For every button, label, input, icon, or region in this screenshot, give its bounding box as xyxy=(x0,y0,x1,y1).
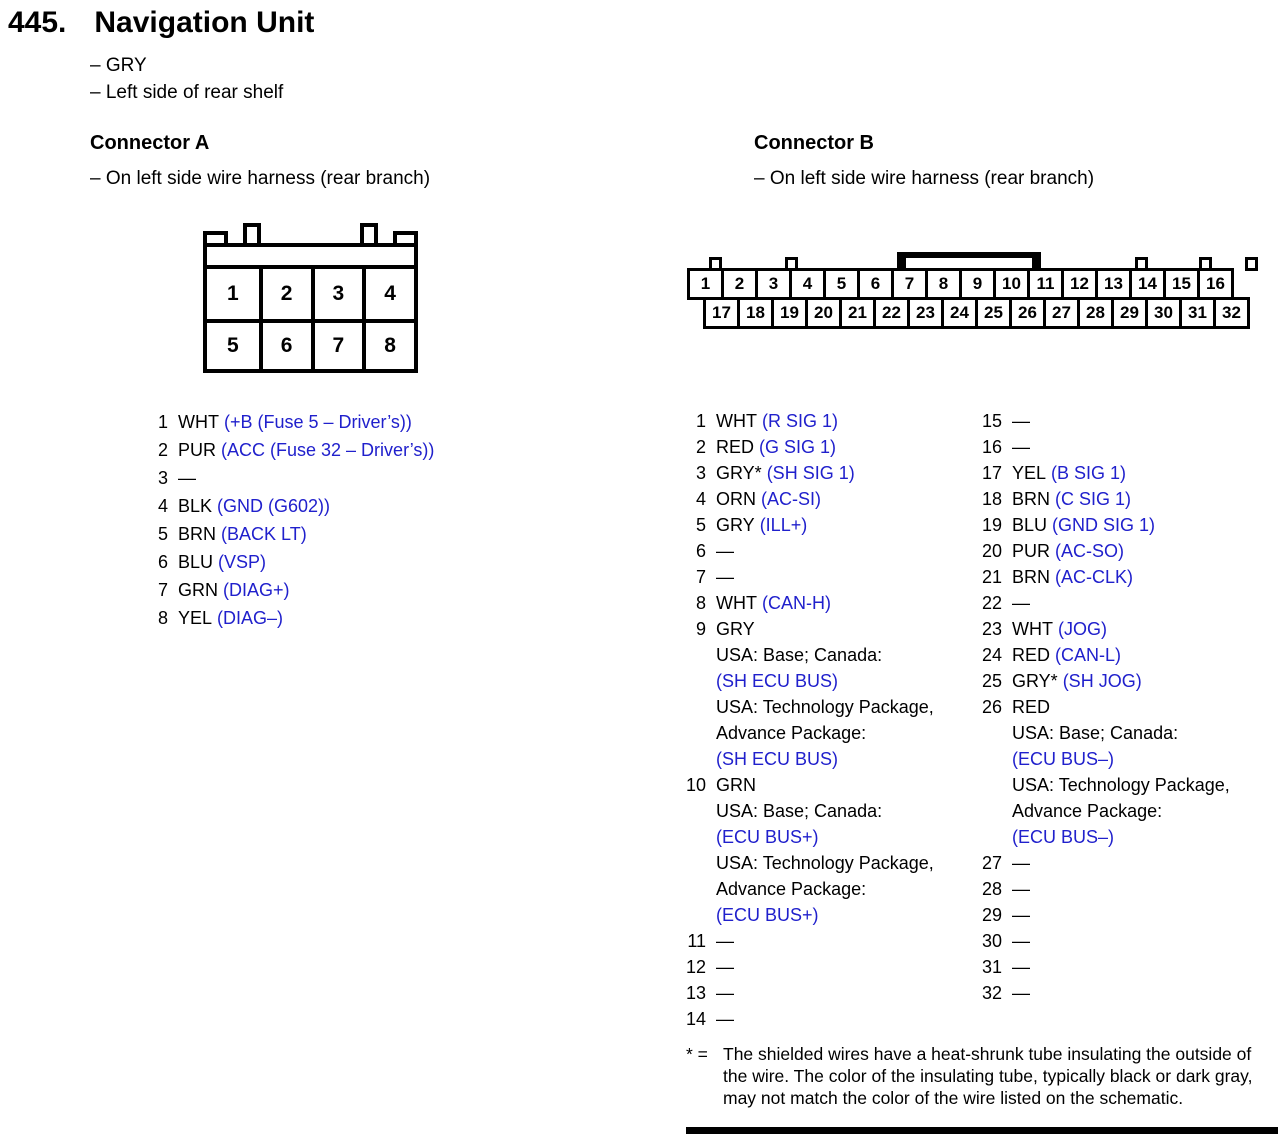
signal-name: (R SIG 1) xyxy=(756,411,838,431)
pin-number: 10 xyxy=(685,775,706,795)
wire-color: PUR xyxy=(1012,541,1051,561)
pin-cavity: 2 xyxy=(721,268,758,300)
pin-number: 2 xyxy=(695,437,706,457)
connector-a-heading: Connector A xyxy=(90,132,210,154)
pin-number: 4 xyxy=(695,489,706,509)
pin-number: 8 xyxy=(157,608,168,628)
pin-number: 18 xyxy=(981,489,1002,509)
pin-number: 1 xyxy=(695,411,706,431)
pin-number: 19 xyxy=(981,515,1002,535)
note-line: – GRY xyxy=(90,55,147,76)
pin-detail xyxy=(1012,538,1264,564)
pin-number: 17 xyxy=(981,463,1002,483)
signal-name: (AC-SI) xyxy=(756,489,821,509)
pin-row xyxy=(138,436,498,464)
pin-cavity: 31 xyxy=(1179,297,1216,329)
pin-detail xyxy=(1012,434,1264,460)
connector-a-pin-list xyxy=(138,408,498,632)
connector-b-diagram xyxy=(687,252,1272,347)
wire-color: BLU xyxy=(1012,515,1048,535)
pin-number: 4 xyxy=(157,496,168,516)
signal-name: (GND SIG 1) xyxy=(1047,515,1156,535)
connector-b-row-bottom xyxy=(703,297,1250,329)
pin-row xyxy=(964,460,1264,486)
pin-cavity: 21 xyxy=(839,297,876,329)
pin-cavity: 29 xyxy=(1111,297,1148,329)
wire-color: — xyxy=(1012,931,1030,951)
note-line: – Left side of rear shelf xyxy=(90,82,284,103)
pin-cavity: 7 xyxy=(891,268,928,300)
pin-row xyxy=(672,954,972,980)
pin-cavity: 4 xyxy=(789,268,826,300)
footnote xyxy=(686,1043,1266,1109)
pin-row xyxy=(964,876,1264,902)
wire-color: GRN xyxy=(178,580,218,600)
pin-cavity: 24 xyxy=(941,297,978,329)
pin-detail xyxy=(1012,694,1264,850)
pin-number: 12 xyxy=(685,957,706,977)
wire-color: RED xyxy=(1012,645,1051,665)
signal-name: (SH SIG 1) xyxy=(761,463,855,483)
wire-color: — xyxy=(1012,879,1030,899)
pin-detail xyxy=(716,460,972,486)
wire-color: — xyxy=(1012,983,1030,1003)
pin-cavity: 16 xyxy=(1197,268,1234,300)
pin-row xyxy=(964,902,1264,928)
pin-number: 29 xyxy=(981,905,1002,925)
signal-name: (GND (G602)) xyxy=(212,496,331,516)
signal-name: (JOG) xyxy=(1052,619,1107,639)
wire-color: — xyxy=(716,957,734,977)
wire-color: YEL xyxy=(1012,463,1047,483)
pin-row xyxy=(672,980,972,1006)
signal-name: (VSP) xyxy=(213,552,267,572)
pin-detail xyxy=(1012,850,1264,876)
wire-color: — xyxy=(1012,411,1030,431)
wire-color: BLU xyxy=(178,552,214,572)
pin-number: 13 xyxy=(685,983,706,1003)
pin-detail xyxy=(1012,902,1264,928)
pin-number: 5 xyxy=(695,515,706,535)
pin-number: 21 xyxy=(981,567,1002,587)
pin-detail xyxy=(1012,460,1264,486)
pin-row xyxy=(672,512,972,538)
pin-row xyxy=(138,548,498,576)
pin-number: 8 xyxy=(695,593,706,613)
wire-color: RED xyxy=(1012,697,1051,717)
pin-number: 6 xyxy=(157,552,168,572)
variant-note: USA: Base; Canada: xyxy=(716,801,883,821)
pin-row xyxy=(138,520,498,548)
pin-detail xyxy=(716,928,972,954)
pin-cavity: 2 xyxy=(259,269,311,319)
pin-detail xyxy=(178,604,498,632)
signal-name: (B SIG 1) xyxy=(1046,463,1127,483)
signal-name: (ECU BUS+) xyxy=(716,905,819,925)
connector-b-heading: Connector B xyxy=(754,132,874,154)
pin-number: 24 xyxy=(981,645,1002,665)
pin-number: 31 xyxy=(981,957,1002,977)
pin-cavity: 26 xyxy=(1009,297,1046,329)
pin-detail xyxy=(178,464,498,492)
pin-number: 1 xyxy=(157,412,168,432)
pin-row xyxy=(672,460,972,486)
pin-detail xyxy=(716,616,972,772)
pin-row xyxy=(964,512,1264,538)
variant-note: Advance Package: xyxy=(716,723,867,743)
pin-cavity: 13 xyxy=(1095,268,1132,300)
pin-number: 28 xyxy=(981,879,1002,899)
pin-row xyxy=(672,486,972,512)
pin-row xyxy=(964,980,1264,1006)
pin-number: 2 xyxy=(157,440,168,460)
pin-detail xyxy=(716,564,972,590)
connector-lock-lever xyxy=(897,252,1041,258)
section-number: 445. xyxy=(8,6,67,39)
connector-a-subheading: – On left side wire harness (rear branch) xyxy=(90,168,431,189)
pin-row xyxy=(672,590,972,616)
wire-color: WHT xyxy=(716,593,757,613)
connector-tab xyxy=(1245,257,1258,271)
unit-notes xyxy=(90,52,283,106)
pin-row xyxy=(964,850,1264,876)
pin-number: 11 xyxy=(687,931,706,951)
pin-cavity: 4 xyxy=(362,269,414,319)
pin-detail xyxy=(1012,616,1264,642)
variant-note: Advance Package: xyxy=(716,879,867,899)
pin-detail xyxy=(716,434,972,460)
pin-detail xyxy=(1012,876,1264,902)
signal-name: (DIAG–) xyxy=(212,608,284,628)
pin-detail xyxy=(716,772,972,928)
wire-color: — xyxy=(178,468,196,488)
pin-cavity: 12 xyxy=(1061,268,1098,300)
wire-color: — xyxy=(716,1009,734,1029)
wire-color: — xyxy=(716,983,734,1003)
pin-row xyxy=(964,564,1264,590)
pin-detail xyxy=(716,590,972,616)
wire-color: GRY* xyxy=(716,463,762,483)
pin-detail xyxy=(716,408,972,434)
pin-detail xyxy=(1012,512,1264,538)
pin-number: 30 xyxy=(981,931,1002,951)
footnote-marker: * = xyxy=(686,1044,708,1064)
signal-name: (CAN-L) xyxy=(1050,645,1122,665)
pin-row xyxy=(138,604,498,632)
pin-number: 14 xyxy=(685,1009,706,1029)
signal-name: (G SIG 1) xyxy=(754,437,837,457)
signal-name: (ECU BUS–) xyxy=(1012,749,1115,769)
variant-note: USA: Technology Package, xyxy=(1012,775,1230,795)
pin-cavity: 15 xyxy=(1163,268,1200,300)
wire-color: — xyxy=(1012,905,1030,925)
pin-cavity: 6 xyxy=(857,268,894,300)
pin-row xyxy=(138,408,498,436)
pin-number: 15 xyxy=(981,411,1002,431)
pin-detail xyxy=(1012,642,1264,668)
connector-b-pin-list-right xyxy=(964,408,1264,1006)
pin-detail xyxy=(178,408,498,436)
pin-detail xyxy=(1012,590,1264,616)
pin-row xyxy=(138,464,498,492)
pin-cavity: 11 xyxy=(1027,268,1064,300)
connector-a-grid xyxy=(207,265,414,369)
pin-detail xyxy=(1012,928,1264,954)
pin-number: 16 xyxy=(981,437,1002,457)
wire-color: — xyxy=(1012,853,1030,873)
pin-number: 26 xyxy=(981,697,1002,717)
pin-detail xyxy=(716,954,972,980)
pin-row xyxy=(964,434,1264,460)
wire-color: GRY xyxy=(716,619,755,639)
pin-cavity: 30 xyxy=(1145,297,1182,329)
connector-b-row-top xyxy=(687,268,1234,300)
pin-detail xyxy=(178,576,498,604)
pin-cavity: 5 xyxy=(207,319,259,369)
pin-detail xyxy=(716,980,972,1006)
wire-color: BRN xyxy=(1012,489,1051,509)
pin-cavity: 14 xyxy=(1129,268,1166,300)
pin-cavity: 9 xyxy=(959,268,996,300)
wire-color: BRN xyxy=(178,524,217,544)
pin-detail xyxy=(1012,668,1264,694)
wire-color: PUR xyxy=(178,440,217,460)
wire-color: WHT xyxy=(178,412,219,432)
pin-row xyxy=(964,668,1264,694)
pin-number: 22 xyxy=(981,593,1002,613)
variant-note: Advance Package: xyxy=(1012,801,1163,821)
variant-note: USA: Base; Canada: xyxy=(1012,723,1179,743)
pin-cavity: 17 xyxy=(703,297,740,329)
wire-color: — xyxy=(1012,593,1030,613)
signal-name: (+B (Fuse 5 – Driver’s)) xyxy=(218,412,412,432)
wire-color: — xyxy=(716,931,734,951)
wire-color: — xyxy=(1012,957,1030,977)
pin-number: 23 xyxy=(981,619,1002,639)
pin-number: 32 xyxy=(981,983,1002,1003)
pin-number: 5 xyxy=(157,524,168,544)
connector-a-diagram xyxy=(203,223,419,375)
pin-cavity: 1 xyxy=(687,268,724,300)
pin-cavity: 28 xyxy=(1077,297,1114,329)
variant-note: USA: Technology Package, xyxy=(716,697,934,717)
pin-cavity: 10 xyxy=(993,268,1030,300)
pin-cavity: 8 xyxy=(362,319,414,369)
footnote-text: The shielded wires have a heat-shrunk tube insulating the outside of the wire. The color of the insulating tube, typically black or dark gray, may not match the color of the wire listed on the schematic. xyxy=(723,1044,1253,1108)
connector-b-pin-list-left xyxy=(672,408,972,1032)
pin-detail xyxy=(716,486,972,512)
pin-row xyxy=(964,928,1264,954)
wire-color: — xyxy=(1012,437,1030,457)
signal-name: (ACC (Fuse 32 – Driver’s)) xyxy=(216,440,435,460)
pin-row xyxy=(672,772,972,928)
pin-row xyxy=(138,576,498,604)
pin-detail xyxy=(178,436,498,464)
pin-detail xyxy=(716,1006,972,1032)
signal-name: (AC-SO) xyxy=(1050,541,1125,561)
pin-detail xyxy=(1012,980,1264,1006)
signal-name: (SH ECU BUS) xyxy=(716,749,839,769)
variant-note: USA: Technology Package, xyxy=(716,853,934,873)
pin-row xyxy=(138,492,498,520)
pin-row xyxy=(964,408,1264,434)
pin-row xyxy=(964,616,1264,642)
pin-cavity: 22 xyxy=(873,297,910,329)
pin-number: 20 xyxy=(981,541,1002,561)
pin-detail xyxy=(1012,486,1264,512)
pin-cavity: 8 xyxy=(925,268,962,300)
pin-detail xyxy=(1012,408,1264,434)
pin-detail xyxy=(716,512,972,538)
variant-note: USA: Base; Canada: xyxy=(716,645,883,665)
signal-name: (ECU BUS+) xyxy=(716,827,819,847)
connector-lock-post xyxy=(897,252,906,269)
pin-detail xyxy=(1012,564,1264,590)
signal-name: (BACK LT) xyxy=(216,524,307,544)
pin-row xyxy=(964,954,1264,980)
pin-detail xyxy=(178,520,498,548)
connector-lock-post xyxy=(1032,252,1041,269)
pin-detail xyxy=(178,548,498,576)
signal-name: (ILL+) xyxy=(754,515,808,535)
wire-color: WHT xyxy=(716,411,757,431)
pin-row xyxy=(672,408,972,434)
pin-row xyxy=(672,1006,972,1032)
pin-number: 7 xyxy=(695,567,706,587)
signal-name: (SH JOG) xyxy=(1057,671,1142,691)
wire-color: YEL xyxy=(178,608,213,628)
pin-number: 7 xyxy=(157,580,168,600)
pin-number: 9 xyxy=(695,619,706,639)
page-title-text: Navigation Unit xyxy=(94,6,315,39)
wire-color: GRY xyxy=(716,515,755,535)
pin-cavity: 1 xyxy=(227,282,239,305)
pin-detail xyxy=(178,492,498,520)
pin-row xyxy=(964,538,1264,564)
pin-cavity: 32 xyxy=(1213,297,1250,329)
pin-row xyxy=(672,434,972,460)
pin-number: 6 xyxy=(695,541,706,561)
pin-cavity: 6 xyxy=(259,319,311,369)
pin-cavity: 19 xyxy=(771,297,808,329)
pin-row xyxy=(672,564,972,590)
pin-cavity: 23 xyxy=(907,297,944,329)
wire-color: — xyxy=(716,567,734,587)
page-divider xyxy=(686,1127,1278,1134)
pin-cavity: 18 xyxy=(737,297,774,329)
wire-color: WHT xyxy=(1012,619,1053,639)
pin-detail xyxy=(1012,954,1264,980)
pin-detail xyxy=(716,538,972,564)
signal-name: (AC-CLK) xyxy=(1050,567,1134,587)
pin-row xyxy=(672,928,972,954)
signal-name: (DIAG+) xyxy=(218,580,290,600)
wire-color: BRN xyxy=(1012,567,1051,587)
pin-row xyxy=(964,694,1264,850)
pin-cavity: 20 xyxy=(805,297,842,329)
pin-cavity: 25 xyxy=(975,297,1012,329)
signal-name: (CAN-H) xyxy=(756,593,831,613)
signal-name: (ECU BUS–) xyxy=(1012,827,1115,847)
pin-cavity: 3 xyxy=(311,269,363,319)
wire-color: GRN xyxy=(716,775,756,795)
pin-cavity: 7 xyxy=(311,319,363,369)
connector-b-subheading: – On left side wire harness (rear branch) xyxy=(754,168,1095,189)
signal-name: (SH ECU BUS) xyxy=(716,671,839,691)
wire-color: ORN xyxy=(716,489,756,509)
pin-row xyxy=(672,616,972,772)
pin-number: 27 xyxy=(981,853,1002,873)
wire-color: RED xyxy=(716,437,755,457)
pin-number: 3 xyxy=(157,468,168,488)
page-title xyxy=(8,6,314,40)
pin-row xyxy=(964,486,1264,512)
wire-color: GRY* xyxy=(1012,671,1058,691)
pin-cavity: 27 xyxy=(1043,297,1080,329)
pin-number: 25 xyxy=(981,671,1002,691)
signal-name: (C SIG 1) xyxy=(1050,489,1132,509)
pin-row xyxy=(964,642,1264,668)
connector-a-housing xyxy=(203,243,418,373)
wire-color: BLK xyxy=(178,496,213,516)
wire-color: — xyxy=(716,541,734,561)
pin-cavity: 3 xyxy=(755,268,792,300)
pin-cavity: 5 xyxy=(823,268,860,300)
pin-number: 3 xyxy=(695,463,706,483)
pin-row xyxy=(964,590,1264,616)
pin-row xyxy=(672,538,972,564)
